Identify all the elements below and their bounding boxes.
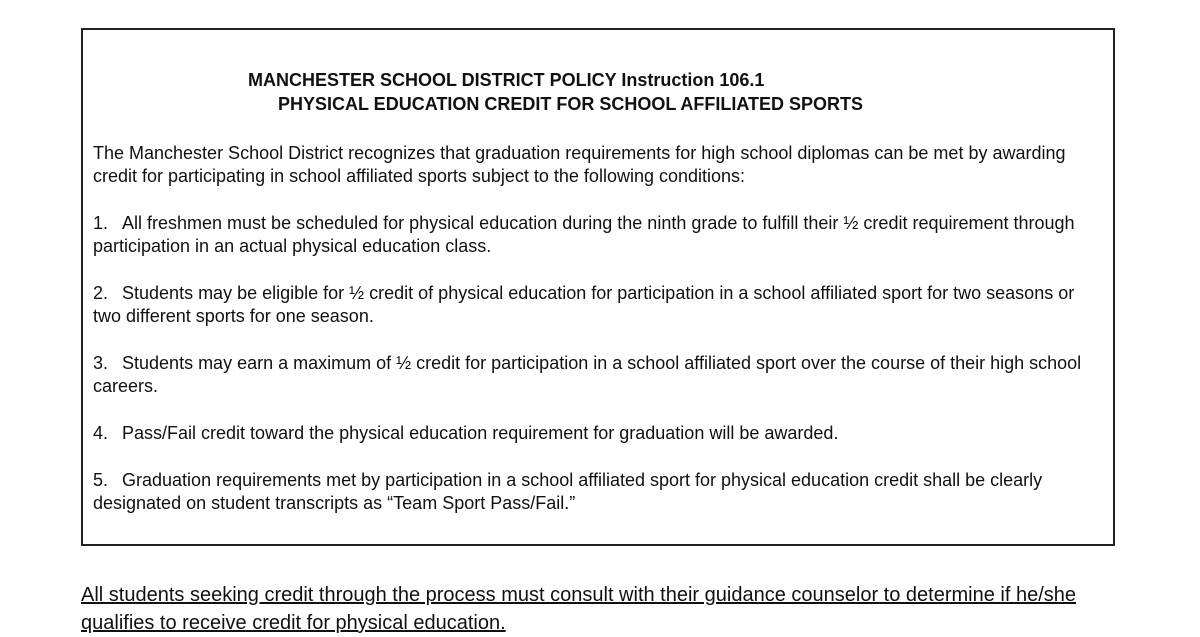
condition-number: 4. (93, 423, 109, 443)
condition-text: Pass/Fail credit toward the physical education requirement for graduation will be awarded. (122, 423, 839, 443)
footer-note: All students seeking credit through the process must consult with their guidance counselor to determine if he/she qualifies to receive credit for physical education. (81, 584, 1076, 634)
condition-text: Graduation requirements met by participation in a school affiliated sport for physical education credit shall be clearly designated on student transcripts as “Team Sport Pass/Fail.” (93, 470, 1043, 513)
condition-3 (93, 352, 1103, 398)
condition-1 (93, 212, 1103, 258)
condition-4 (93, 422, 1103, 445)
policy-title: MANCHESTER SCHOOL DISTRICT POLICY Instruction 106.1 (248, 70, 765, 90)
condition-number: 1. (93, 213, 109, 233)
condition-number: 3. (93, 353, 109, 373)
condition-2 (93, 282, 1103, 328)
policy-intro: The Manchester School District recognizes that graduation requirements for high school diplomas can be met by awarding credit for participating in school affiliated sports subject to the following conditions: (93, 143, 1066, 186)
condition-number: 5. (93, 470, 109, 490)
condition-text: Students may earn a maximum of ½ credit for participation in a school affiliated sport over the course of their high school careers. (93, 353, 1082, 396)
condition-5 (93, 469, 1103, 515)
condition-text: Students may be eligible for ½ credit of physical education for participation in a school affiliated sport for two seasons or two different sports for one season. (93, 283, 1075, 326)
condition-text: All freshmen must be scheduled for physical education during the ninth grade to fulfill their ½ credit requirement through participation in an actual physical education class. (93, 213, 1075, 256)
condition-number: 2. (93, 283, 109, 303)
policy-box (81, 28, 1115, 546)
policy-subtitle: PHYSICAL EDUCATION CREDIT FOR SCHOOL AFFILIATED SPORTS (278, 94, 864, 114)
